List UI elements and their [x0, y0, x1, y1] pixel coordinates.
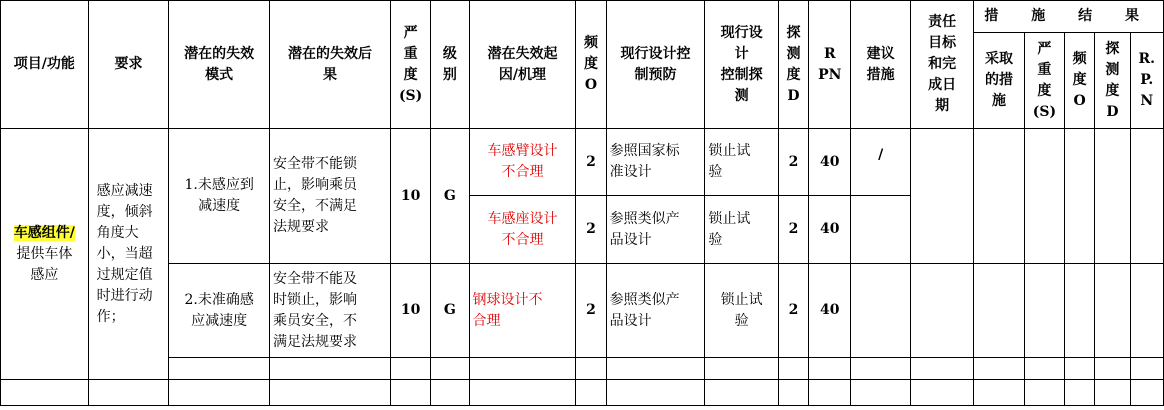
- action-taken-cell: [974, 129, 1024, 264]
- header-occurrence: 频 度 O: [576, 1, 606, 129]
- severity-cell: 10: [390, 129, 430, 264]
- detection-control-cell: 锁止试 验: [705, 129, 779, 196]
- class-cell: G: [431, 129, 469, 264]
- header-action-results: 措 施 结 果: [974, 1, 1164, 33]
- result-detection-cell: [1095, 264, 1130, 358]
- header-result-rpn: R. P. N: [1130, 33, 1163, 129]
- header-prevention: 现行设计控 制预防: [606, 1, 705, 129]
- header-severity: 严 重 度 (S): [390, 1, 430, 129]
- failure-mode-cell: 1.未感应到 减速度: [169, 129, 270, 264]
- cause-cell: 钢球设计不 合理: [469, 264, 576, 358]
- header-rpn: R PN: [809, 1, 851, 129]
- occurrence-cell: 2: [576, 264, 606, 358]
- recommended-action-cell: [851, 264, 910, 358]
- prevention-cell: 参照类似产 品设计: [606, 196, 705, 264]
- result-rpn-cell: [1130, 264, 1163, 358]
- table-row: [1, 129, 1164, 196]
- failure-effect-cell: 安全带不能及 时锁止，影响 乘员安全，不 满足法规要求: [270, 264, 391, 358]
- detection-cell: 2: [778, 129, 808, 196]
- header-result-occurrence: 频 度 O: [1065, 33, 1095, 129]
- table-row: [1, 264, 1164, 358]
- result-detection-cell: [1095, 129, 1130, 264]
- result-severity-cell: [1024, 129, 1064, 264]
- header-result-severity: 严 重 度 (S): [1024, 33, 1064, 129]
- detection-control-cell: 锁止试 验: [705, 264, 779, 358]
- action-taken-cell: [974, 264, 1024, 358]
- header-row-1: [1, 1, 1164, 33]
- header-action-taken: 采取 的措 施: [974, 33, 1024, 129]
- requirement-cell: 感应减速 度，倾斜 角度大 小，当超 过规定值 时进行动 作；: [88, 129, 169, 380]
- failure-mode-cell: 2.未准确感 应减速度: [169, 264, 270, 358]
- result-occurrence-cell: [1065, 264, 1095, 358]
- header-requirement: 要求: [88, 1, 169, 129]
- recommended-action-cell: /: [851, 129, 910, 196]
- header-result-detection: 探 测 度 D: [1095, 33, 1130, 129]
- header-item: 项目/功能: [1, 1, 89, 129]
- occurrence-cell: 2: [576, 196, 606, 264]
- responsibility-cell: [910, 129, 973, 264]
- result-occurrence-cell: [1065, 129, 1095, 264]
- header-recommended-action: 建议 措施: [851, 1, 910, 129]
- prevention-cell: 参照类似产 品设计: [606, 264, 705, 358]
- detection-control-cell: 锁止试 验: [705, 196, 779, 264]
- header-failure-effect: 潜在的失效后 果: [270, 1, 391, 129]
- failure-effect-cell: 安全带不能锁 止，影响乘员 安全，不满足 法规要求: [270, 129, 391, 264]
- cause-cell: 车感座设计 不合理: [469, 196, 576, 264]
- cause-cell: 车感臂设计 不合理: [469, 129, 576, 196]
- item-function-cell: 车感组件/ 提供车体 感应: [1, 129, 89, 380]
- rpn-cell: 40: [809, 129, 851, 196]
- header-responsibility: 责任 目标 和完 成日 期: [910, 1, 973, 129]
- header-cause: 潜在失效起 因/机理: [469, 1, 576, 129]
- header-failure-mode: 潜在的失效 模式: [169, 1, 270, 129]
- responsibility-cell: [910, 264, 973, 358]
- result-severity-cell: [1024, 264, 1064, 358]
- table-row: [1, 380, 1164, 406]
- prevention-cell: 参照国家标 准设计: [606, 129, 705, 196]
- header-detection: 探 测 度 D: [778, 1, 808, 129]
- occurrence-cell: 2: [576, 129, 606, 196]
- header-detection-control: 现行设 计 控制探 测: [705, 1, 779, 129]
- rpn-cell: 40: [809, 196, 851, 264]
- header-class: 级 别: [431, 1, 469, 129]
- result-rpn-cell: [1130, 129, 1163, 264]
- table-row: [1, 358, 1164, 380]
- rpn-cell: 40: [809, 264, 851, 358]
- detection-cell: 2: [778, 196, 808, 264]
- class-cell: G: [431, 264, 469, 358]
- detection-cell: 2: [778, 264, 808, 358]
- recommended-action-cell: [851, 196, 910, 264]
- severity-cell: 10: [390, 264, 430, 358]
